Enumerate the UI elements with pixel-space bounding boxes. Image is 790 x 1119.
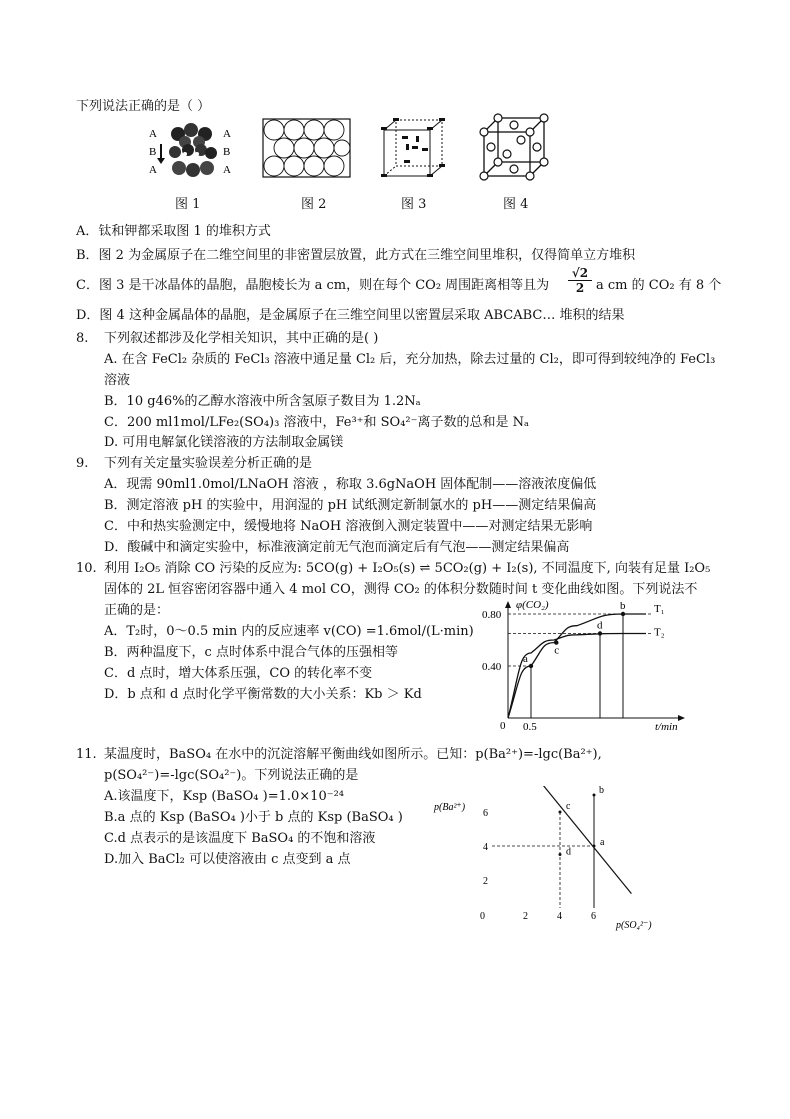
fig1-label-right-2: B [223,146,231,158]
figure-3 [378,114,448,182]
point-b [621,612,625,616]
series-T1-curve [508,614,646,718]
chart2-ytick-4: 4 [483,842,488,853]
point-label-a: a [523,653,528,665]
chart2-xtick-2: 2 [523,911,528,922]
q10-line-1: 利用 I₂O₅ 消除 CO 污染的反应为: 5CO(g) + I₂O₅(s) ⇌ 5CO₂(g) + I₂(s), 不同温度下, 向装有足量 I₂O₅ [104,561,711,576]
chart2-ytick-2: 2 [483,876,488,887]
fig1-label-left-2: B [149,146,157,158]
point-a [593,845,596,848]
q11-option-b: B.a 点的 Ksp (BaSO₄ )小于 b 点的 Ksp (BaSO₄ ) [104,810,403,825]
point-label-a: a [600,837,605,848]
chart2-origin: 0 [480,911,485,922]
q8-option-a-cont: 溶液 [104,373,131,388]
q10-option-b: B．两种温度下，c 点时体系中混合气体的压强相等 [104,645,398,660]
chart2-ylabel: p(Ba²⁺) [434,802,466,813]
fraction-numerator: √2 [568,266,592,281]
caption-figure-1: 图 1 [175,197,201,212]
series-T1-label: T₁ [654,603,665,615]
q9-option-a: A．现需 90ml1.0mol/LNaOH 溶液 ，称取 3.6gNaOH 固体配制——溶液浓度偏低 [104,477,597,492]
q8-option-d: D. 可用电解氯化镁溶液的方法制取金属镁 [104,435,344,450]
solubility-equilibrium-line [535,786,632,894]
point-c [559,811,562,814]
figure-2 [262,118,352,180]
baso4-solubility-chart [430,786,670,932]
fig1-label-right-3: A [223,164,231,176]
q7-stem: 下列说法正确的是（ ） [76,99,211,114]
q7-option-d: D．图 4 这种金属晶体的晶胞，是金属原子在三维空间里以密置层采取 ABCABC… 堆积的结果 [76,308,625,323]
figure-1 [145,120,245,180]
q8-option-b: B．10 g46%的乙醇水溶液中所含氢原子数目为 1.2Nₐ [104,394,421,409]
caption-figure-3: 图 3 [401,197,427,212]
q11-option-a: A.该温度下，Ksp (BaSO₄ )=1.0×10⁻²⁴ [104,789,344,804]
point-label-d: d [597,619,603,632]
point-label-b: b [620,600,626,612]
point-label-c: c [566,801,571,812]
q11-option-c: C.d 点表示的是该温度下 BaSO₄ 的不饱和溶液 [104,831,376,846]
layer-top [171,123,212,148]
layer-bottom [172,161,214,177]
q10-line-3: 正确的是： [104,603,170,618]
chart2-guides [492,795,594,908]
q9-number: 9. [76,456,89,471]
point-a [529,664,533,668]
chart2-xtick-4: 4 [557,911,562,922]
chart2-ytick-6: 6 [483,808,488,819]
chart1-origin: 0 [500,720,506,732]
layer-middle [169,144,217,159]
q11-line-1: 某温度时，BaSO₄ 在水中的沉淀溶解平衡曲线如图所示。已知：p(Ba²⁺)=-lgc(Ba²⁺), [104,747,602,762]
q7-option-c: C．图 3 是干冰晶体的晶胞，晶胞棱长为 a cm，则在每个 CO₂ 周围距离相等且为 [76,278,550,293]
fig1-label-left-3: A [149,164,157,176]
point-label-c: c [554,644,560,657]
co2-fraction-chart [480,598,690,732]
q8-option-a: A. 在含 FeCl₂ 杂质的 FeCl₃ 溶液中通足量 Cl₂ 后，充分加热，除去过量的 Cl₂，即可得到较纯净的 FeCl₃ [104,352,716,367]
chart1-ylabel: φ(CO₂) [516,599,549,611]
point-label-b: b [599,786,604,796]
q9-stem: 下列有关定量实验误差分析正确的是 [104,456,313,471]
q9-option-d: D．酸碱中和滴定实验中，标准液滴定前无气泡而滴定后有气泡——测定结果偏高 [104,540,570,555]
chart1-xlabel: t/min [655,721,678,732]
q9-option-c: C．中和热实验测定中，缓慢地将 NaOH 溶液倒入测定装置中——对测定结果无影响 [104,519,593,534]
fig1-label-right-1: A [223,128,231,140]
fraction-denominator: 2 [575,281,585,295]
fig1-label-left-1: A [149,128,157,140]
chart2-ticks [483,808,596,922]
q10-number: 10. [76,561,97,576]
point-label-d: d [566,846,571,858]
q10-line-2: 固体的 2L 恒容密闭容器中通入 4 mol CO，测得 CO₂ 的体积分数随时间 t 变化曲线如图。下列说法不 [104,582,698,597]
q8-stem: 下列叙述都涉及化学相关知识，其中正确的是( ) [104,331,379,346]
q9-option-b: B．测定溶液 pH 的实验中，用润湿的 pH 试纸测定新制氯水的 pH——测定结果偏高 [104,498,597,513]
chart2-xtick-6: 6 [591,911,596,922]
q7-option-c-tail: a cm 的 CO₂ 有 8 个 [596,278,722,293]
point-b [593,794,596,797]
chart1-xtick-0.5: 0.5 [523,721,537,732]
point-d [559,853,562,856]
chart1-ytick-0.80: 0.80 [482,609,502,621]
point-d [598,631,602,635]
q10-option-a: A．T₂时，0～0.5 min 内的反应速率 v(CO) =1.6mol/(L·min) [104,624,474,639]
caption-figure-2: 图 2 [301,197,327,212]
q7-option-b: B．图 2 为金属原子在二维空间里的非密置层放置，此方式在三维空间里堆积，仅得简单立方堆积 [76,248,636,263]
q11-option-d: D.加入 BaCl₂ 可以使溶液由 c 点变到 a 点 [104,852,351,867]
figure-4 [478,112,550,182]
series-T2-label: T₂ [654,626,665,639]
chart1-ytick-0.40: 0.40 [482,661,502,673]
chart2-xlabel: p(SO₄²⁻) [616,920,652,931]
q8-number: 8. [76,331,89,346]
q7-option-c-fraction [568,266,592,295]
q8-option-c: C．200 ml1mol/LFe₂(SO₄)₃ 溶液中，Fe³⁺和 SO₄²⁻离子数的总和是 Nₐ [104,415,530,430]
q10-option-c: C．d 点时，增大体系压强，CO 的转化率不变 [104,666,373,681]
chart2-points [559,786,606,858]
q7-option-a: A．钛和钾都采取图 1 的堆积方式 [76,224,271,239]
q10-option-d: D．b 点和 d 点时化学平衡常数的大小关系：Kb ＞ Kd [104,687,422,702]
q11-line-2: p(SO₄²⁻)=-lgc(SO₄²⁻)。下列说法正确的是 [104,768,359,783]
series-T2-curve [508,634,646,719]
q11-number: 11. [76,747,97,762]
caption-figure-4: 图 4 [503,197,529,212]
